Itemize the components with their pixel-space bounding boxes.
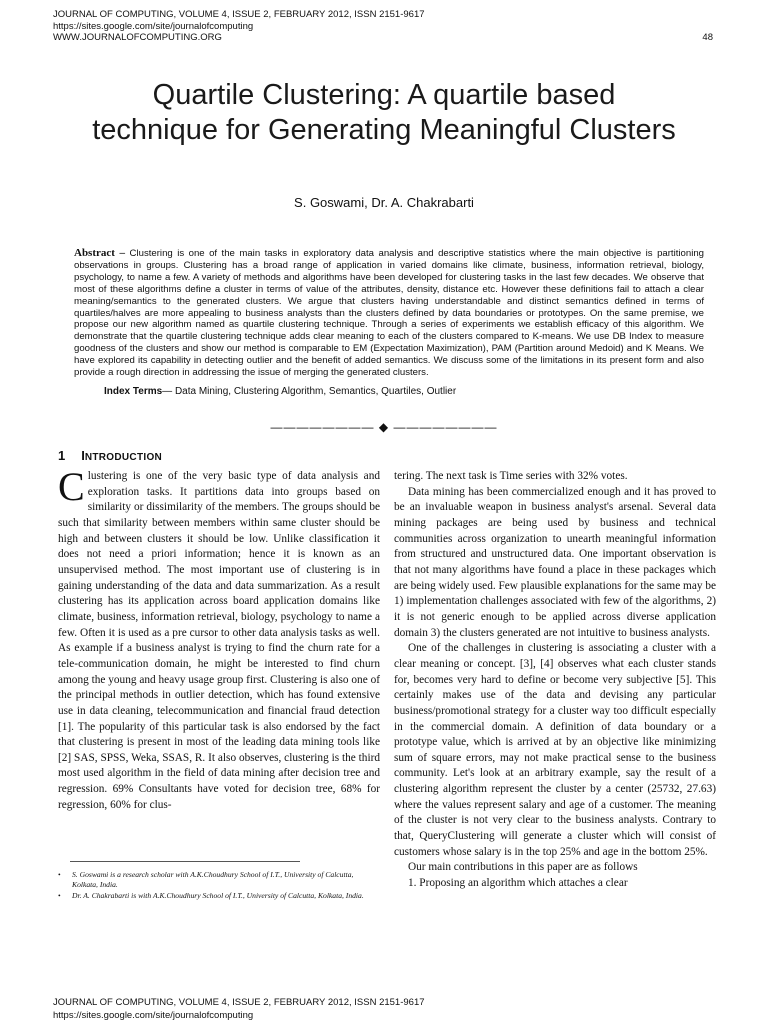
abstract-dash: –: [114, 247, 130, 259]
paragraph-text: lustering is one of the very basic type of data analysis and exploration tasks. It partitions data into groups based on similarity or dissimilarity of the members. The groups should be such that similarity between members within same cluster should be high and between clusters it should be low. Unlike classification it does not need a priori information; hence it is known as an unsupervised method. The most important use of clustering is in gaining understanding of the data and data summarization. As a result clustering has its application across board application domains like climate, business, information retrieval, biology, psychology to name a few. Often it is used as a pre cursor to other data analysis tasks as well. As example if a business analyst is trying to find the churn rate for a tele-communication domain, he might be interested to find churn among the young and heavy usage group first. Clustering is also one of the principal methods in outlier detection, which has found extensive use in data cleaning, telecommunication and financial fraud detection [1]. The popularity of this particular task is also endorsed by the fact that clustering is present in most of the leading data mining tools like [2] SAS, SPSS, Weka, SSAS, R. It also observes, clustering is the third most used algorithm in the field of data mining after decision tree and regression. 69% Consultants have voted for decision tree, 68% for regression, 60% for clus-: [58, 470, 380, 811]
footnote: [58, 870, 380, 891]
bullet-icon: •: [58, 870, 61, 879]
list-item: 1. Proposing an algorithm which attaches a clear: [408, 877, 628, 890]
paper-title: [30, 78, 738, 148]
page-number: 48: [702, 32, 713, 43]
paragraph: tering. The next task is Time series with 32% votes.: [394, 470, 628, 482]
running-footer: [53, 997, 713, 1022]
footer-url-line: https://sites.google.com/site/journalofcomputing: [53, 1009, 254, 1021]
abstract: [74, 248, 704, 379]
footnote-divider: [70, 861, 300, 862]
section-number: 1: [58, 448, 66, 463]
abstract-label: Abstract: [74, 247, 115, 259]
running-header: [53, 9, 713, 44]
section-title-rest: NTRODUCTION: [84, 452, 163, 463]
left-column: [58, 464, 380, 813]
paragraph: [58, 464, 380, 813]
bullet-icon: •: [58, 890, 61, 900]
header-url-line: https://sites.google.com/site/journalofcomputing: [53, 20, 254, 32]
drop-cap: C: [58, 464, 85, 509]
title-line-2: technique for Generating Meaningful Clusters: [92, 114, 676, 146]
index-terms-label: Index Terms: [104, 386, 163, 397]
section-title-initial: I: [81, 448, 85, 463]
right-column: [394, 469, 716, 892]
footer-journal-line: JOURNAL OF COMPUTING, VOLUME 4, ISSUE 2, FEBRUARY 2012, ISSN 2151-9617: [53, 997, 425, 1008]
paragraph: One of the challenges in clustering is associating a cluster with a clear meaning or concept. [3], [4] observes what each cluster stands for, becomes very hard to define or become very subjective [5]. This certainly makes use of the data and devising any particular business/promotional strategy for a cluster way too difficult especially in the commercial domain. A definition of data boundary or a prototype value, which is arrived at by an objective like minimizing sum of square errors, may not make practical sense to the business community. Let's look at an arbitrary example, say the result of a clustering algorithm represent the cluster by a center (25732, 27.63) where the values represent salary and age of a customer. The meaning of the cluster is not very clear to the business analysts. Contrary to that, QueryClustering will generate a cluster which will consist of customers whose salary is in the top 25% and age in the bottom 25%.: [394, 642, 716, 858]
paragraph: Our main contributions in this paper are as follows: [408, 861, 638, 874]
footnote-text: S. Goswami is a research scholar with A.K.Choudhury School of I.T., University of Calcutta, Kolkata, India.: [72, 870, 354, 890]
header-site-line: WWW.JOURNALOFCOMPUTING.ORG: [53, 32, 222, 43]
authors: S. Goswami, Dr. A. Chakrabarti: [294, 195, 474, 210]
index-terms: [104, 386, 704, 397]
section-heading: [58, 448, 162, 463]
footnotes: [58, 870, 380, 901]
abstract-text: Clustering is one of the main tasks in exploratory data analysis and descriptive statistics where the main objective is partitioning observations in groups. Clustering has a broad range of application in varied domains like climate, business, information retrieval, biology, psychology, to name a few. A variety of methods and algorithms have been developed for clustering tasks in the last few decades. We observe that most of these algorithms define a cluster in terms of value of the attributes, density, distance etc. However these definitions fail to attach a clear meaning/semantics to the generated clusters. We argue that clusters having understandable and distinct semantics defined in terms of quartiles/halves are more appealing to business analysts than the clusters defined by data boundaries or prototypes. On the same premise, we propose our new algorithm named as quartile clustering technique. Through a series of experiments we establish efficacy of this algorithm. We demonstrate that the quartile clustering technique adds clear meaning to each of the clusters compared to K-means. We use DB Index to measure goodness of the clusters and show our method is comparable to EM (Expectation Maximization), PAM (Partition around Medoid) and K Means. We have explored its capability in detecting outlier and the benefit of added semantics. We discuss some of the limitations in its present form and also provide a rough direction in addressing the issue of merging the generated clusters.: [74, 248, 704, 379]
title-line-1: Quartile Clustering: A quartile based: [152, 79, 616, 111]
index-terms-text: — Data Mining, Clustering Algorithm, Semantics, Quartiles, Outlier: [162, 386, 457, 397]
section-separator: ———————— ◆ ————————: [270, 420, 498, 434]
header-journal-line: JOURNAL OF COMPUTING, VOLUME 4, ISSUE 2, FEBRUARY 2012, ISSN 2151-9617: [53, 9, 425, 20]
footnote: [58, 891, 380, 901]
paragraph: Data mining has been commercialized enough and it has proved to be an invaluable weapon in business analyst's arsenal. Several data mining packages are being used by business and technical communities across organization to unearth meaningful information from structured and unstructured data. One important observation is that not many algorithms have found a place in these packages which are being widely used. Few plausible explanations for the same may be 1) implementation challenges associated with few of the algorithms, 2) it is not generic enough to be applied across diverse application domain 3) the clusters generated are not intuitive to business analysts.: [394, 485, 716, 639]
footnote-text: Dr. A. Chakrabarti is with A.K.Choudhury School of I.T., University of Calcutta, Kolkata, India.: [72, 890, 364, 900]
